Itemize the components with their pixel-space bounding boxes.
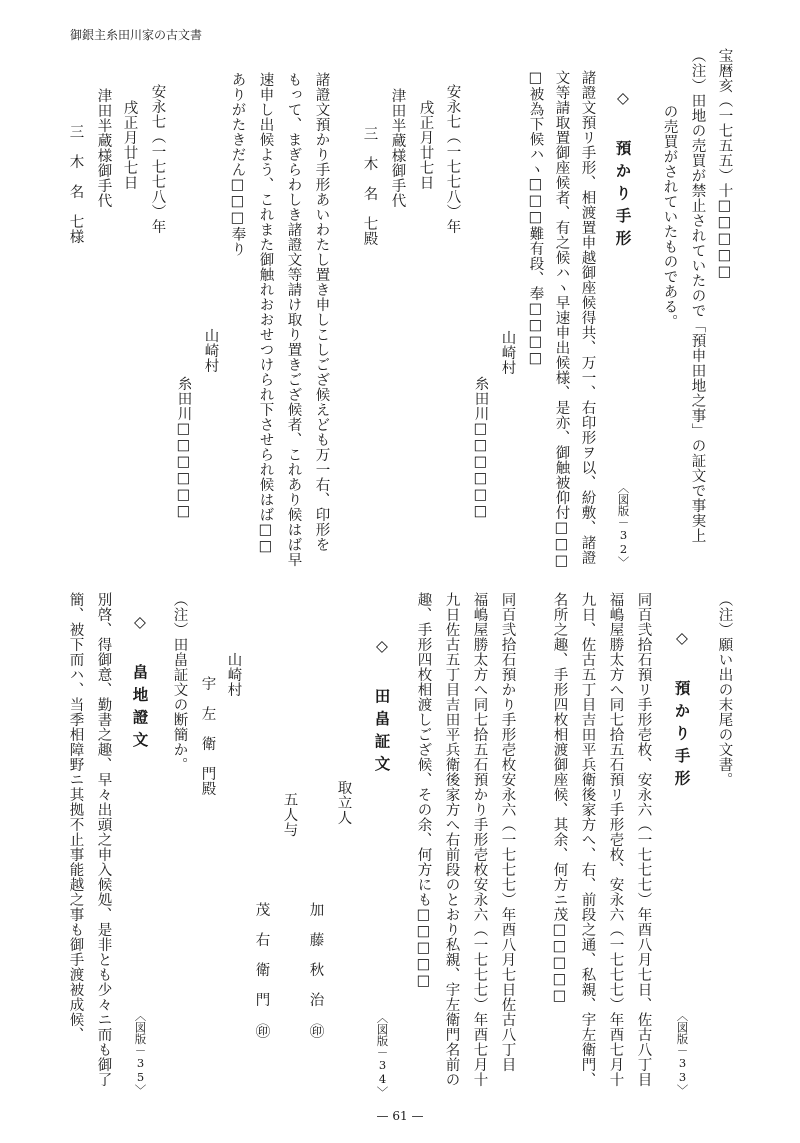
role-label: 取立人 (335, 780, 352, 825)
section-heading: ◇ 畠地證文 (130, 612, 150, 754)
addressee-line: 津田半蔵様御手代 (389, 88, 406, 208)
translation-line: 速申し出候よう、これまた御触れおおせつけられ下させられ候はば□□ (257, 72, 274, 555)
figure-reference: 〈図版－32〉 (616, 482, 631, 568)
date-line: 安永七（一七七八）年 (149, 84, 166, 234)
addressee-line: 津田半蔵様御手代 (95, 88, 112, 208)
figure-reference: 〈図版－34〉 (375, 1012, 390, 1098)
village-name: 山崎村 (499, 330, 516, 375)
note-line: （注）田畠証文の断簡か。 (171, 592, 188, 772)
page-number: — 61 — (0, 1109, 800, 1123)
date-line: 宝暦亥（一七五五）十□□□□□ (716, 48, 733, 281)
note-line: の売買がされていたものである。 (661, 104, 678, 329)
signer-name: 糸田川□□□□□□ (472, 376, 489, 520)
text-line: 文等請取置御座候者、有之候ハヽ早速申出候様、是亦、御触被仰付□□□ (553, 70, 570, 570)
translation-line: 諸證文預かり手形あいわたし置き申しこしござ候えども万一右、印形を (313, 72, 330, 552)
text-line: 同百弐拾石預リ手形壱枚、安永六（一七七七）年酉八月七日、佐古八丁目 (635, 592, 652, 1087)
running-header: 御銀主糸田川家の古文書 (70, 28, 203, 42)
text-line: 別啓、得御意、勤書之趣、早々出頭之申入候処、是非とも少々ニ而も御了 (95, 592, 112, 1087)
text-line: 福嶋屋勝太方へ同七拾五石預リ手形壱枚、安永六（一七七七）年酉七月十 (607, 592, 624, 1087)
addressee-line: 三 木 名 七殿 (361, 126, 378, 246)
date-line: 戌正月廿七日 (121, 100, 138, 190)
addressee-line: 三 木 名 七様 (67, 124, 84, 244)
village-name: 山崎村 (225, 652, 242, 697)
note-line: （注）願い出の末尾の文書。 (716, 592, 733, 787)
note-line: （注）田地の売買が禁止されていたので「預申田地之事」の証文で事実上 (689, 48, 706, 543)
translation-line: 九日佐古五丁目吉田平兵衛後家方へ右前段のとおり私親、宇左衛門名前の (443, 592, 460, 1087)
signer-name: 茂 右 衛 門 ㊞ (253, 902, 270, 1039)
figure-reference: 〈図版－35〉 (133, 1010, 148, 1096)
text-line: 名所之趣、手形四枚相渡御座候、其余、何方ニ茂□□□□□ (551, 592, 568, 1005)
text-line: 九日、佐古五丁目吉田平兵衛後家方へ、右、前段之通、私親、宇左衛門、 (579, 592, 596, 1087)
translation-line: もって、まぎらわしき諸證文等請け取り置きござ候者、これあり候はば早 (285, 72, 302, 567)
date-line: 安永七（一七七八）年 (444, 84, 461, 234)
village-name: 山崎村 (202, 328, 219, 373)
translation-line: 同百弐拾石預かり手形壱枚安永六（一七七七）年酉八月七日佐古八丁目 (499, 592, 516, 1072)
figure-reference: 〈図版－33〉 (675, 1010, 690, 1096)
section-heading: ◇ 預かり手形 (613, 88, 633, 253)
role-label: 五人与 (281, 792, 298, 837)
translation-line: 福嶋屋勝太方へ同七拾五石預かり手形壱枚安永六（一七七七）年酉七月十 (471, 592, 488, 1087)
addressee-line: 宇 左 衛 門殿 (199, 676, 216, 796)
date-line: 戌正月廿七日 (417, 100, 434, 190)
text-line: 簡、被下而ハ、当季相障野ニ其拠不止事能越之事も御手渡被成候、 (67, 592, 84, 1042)
translation-line: 趣、手形四枚相渡しござ候、その余、何方にも□□□□□ (415, 592, 432, 990)
section-heading: ◇ 田畠証文 (372, 636, 392, 778)
signer-name: 加 藤 秋 治 ㊞ (307, 902, 324, 1039)
section-heading: ◇ 預かり手形 (672, 628, 692, 793)
signer-name: 糸田川□□□□□□ (175, 376, 192, 520)
text-line: □被為下候ハヽ□□□難有段、奉□□□□ (527, 70, 544, 367)
text-line: 諸證文預リ手形、相渡置申越御座候得共、万一、右印形ヲ以、紛敷、諸證 (579, 70, 596, 565)
translation-line: ありがたきだん□□□奉り (229, 72, 246, 257)
